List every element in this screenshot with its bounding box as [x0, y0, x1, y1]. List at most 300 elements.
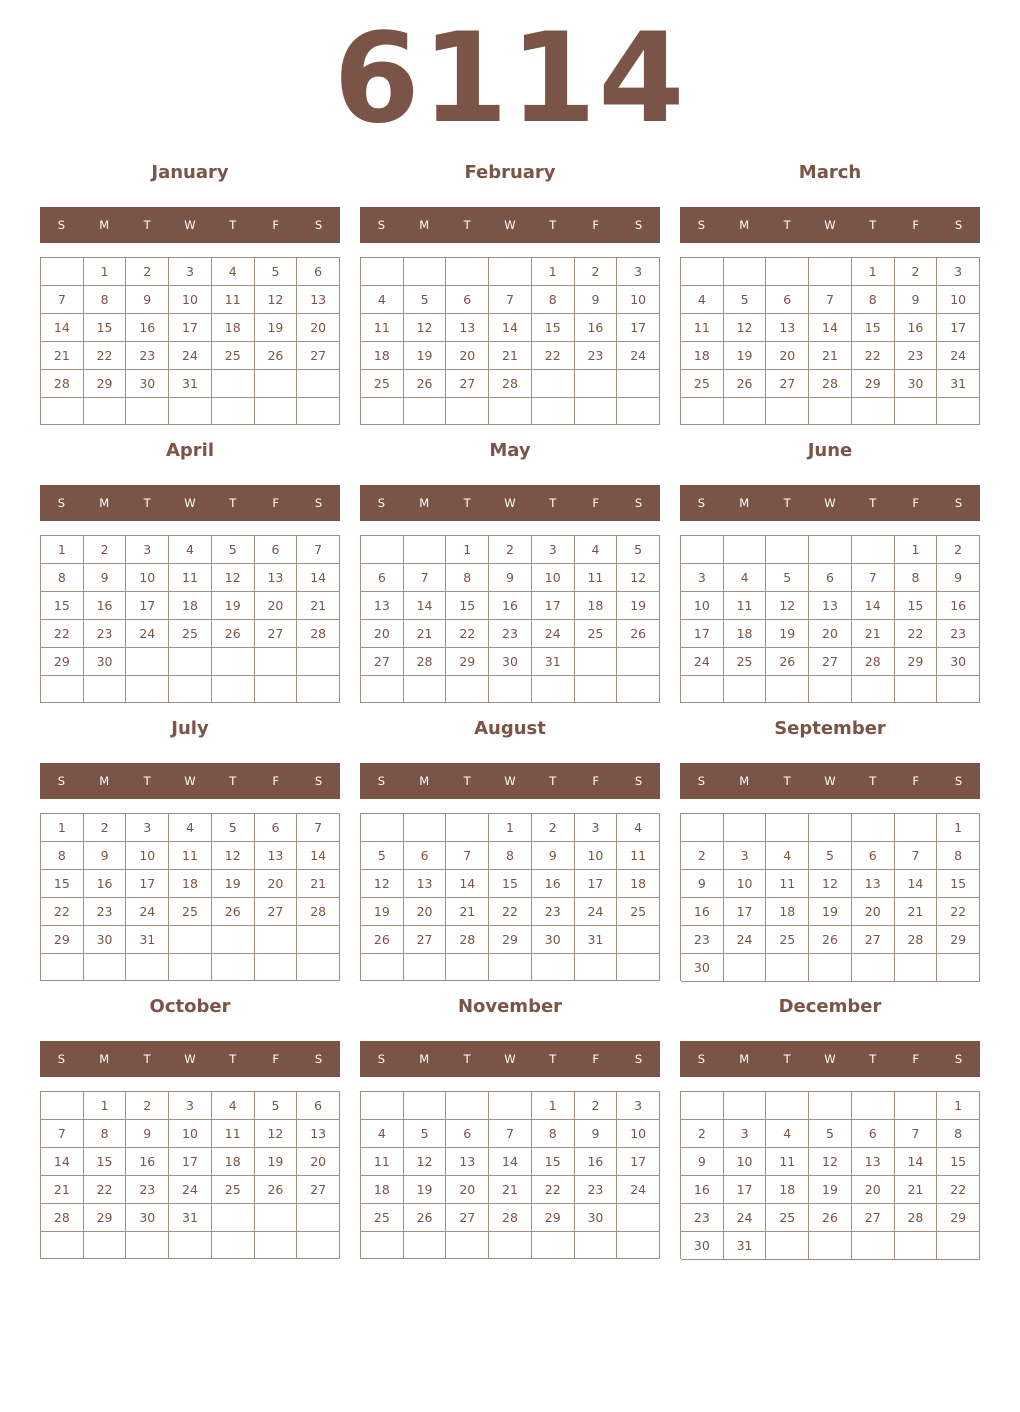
weekday-label: W: [824, 774, 836, 788]
day-cell: 22: [41, 620, 84, 648]
day-cell: 19: [255, 314, 298, 342]
empty-day-cell: [84, 1232, 127, 1259]
day-cell: 12: [212, 842, 255, 870]
empty-day-cell: [169, 926, 212, 954]
day-cell: 1: [895, 536, 938, 564]
weekday-label: S: [697, 1052, 706, 1066]
day-cell: 7: [297, 536, 340, 564]
weekday-label: F: [272, 774, 279, 788]
empty-day-cell: [212, 926, 255, 954]
empty-day-cell: [255, 648, 298, 676]
day-grid: [360, 257, 660, 425]
day-cell: 11: [169, 564, 212, 592]
empty-day-cell: [724, 536, 767, 564]
day-cell: 18: [212, 314, 255, 342]
day-cell: 10: [126, 564, 169, 592]
empty-day-cell: [297, 398, 340, 425]
day-cell: 13: [809, 592, 852, 620]
day-cell: 16: [126, 1148, 169, 1176]
day-cell: 19: [404, 342, 447, 370]
day-cell: 15: [41, 870, 84, 898]
day-cell: 6: [809, 564, 852, 592]
empty-day-cell: [532, 1232, 575, 1259]
day-cell: 1: [532, 258, 575, 286]
empty-day-cell: [724, 398, 767, 425]
month-name: September: [774, 718, 886, 739]
weekday-header: [680, 207, 980, 243]
day-cell: 29: [41, 648, 84, 676]
day-cell: 14: [41, 314, 84, 342]
day-cell: 25: [169, 898, 212, 926]
empty-day-cell: [617, 926, 660, 954]
weekday-label: S: [697, 496, 706, 510]
empty-day-cell: [404, 676, 447, 703]
empty-day-cell: [575, 648, 618, 676]
day-cell: 9: [489, 564, 532, 592]
day-cell: 8: [532, 1120, 575, 1148]
empty-day-cell: [809, 814, 852, 842]
weekday-header: [360, 485, 660, 521]
empty-day-cell: [41, 258, 84, 286]
day-cell: 6: [297, 1092, 340, 1120]
day-cell: 23: [126, 342, 169, 370]
day-cell: 31: [532, 648, 575, 676]
day-cell: 4: [724, 564, 767, 592]
day-cell: 4: [169, 814, 212, 842]
day-cell: 7: [895, 1120, 938, 1148]
day-cell: 17: [126, 870, 169, 898]
weekday-label: F: [912, 496, 919, 510]
empty-day-cell: [297, 370, 340, 398]
day-cell: 1: [41, 814, 84, 842]
weekday-label: T: [783, 496, 791, 510]
day-cell: 21: [41, 342, 84, 370]
day-cell: 19: [809, 898, 852, 926]
day-cell: 22: [532, 342, 575, 370]
empty-day-cell: [809, 398, 852, 425]
day-cell: 6: [852, 842, 895, 870]
day-cell: 11: [212, 286, 255, 314]
day-cell: 6: [404, 842, 447, 870]
day-cell: 14: [41, 1148, 84, 1176]
empty-day-cell: [852, 536, 895, 564]
day-cell: 20: [255, 870, 298, 898]
day-cell: 29: [937, 1204, 980, 1232]
empty-day-cell: [446, 676, 489, 703]
day-cell: 5: [404, 286, 447, 314]
weekday-label: S: [57, 774, 66, 788]
day-cell: 29: [446, 648, 489, 676]
day-cell: 28: [446, 926, 489, 954]
day-cell: 12: [724, 314, 767, 342]
day-cell: 31: [169, 1204, 212, 1232]
day-cell: 5: [361, 842, 404, 870]
weekday-label: W: [824, 1052, 836, 1066]
day-cell: 17: [617, 314, 660, 342]
day-cell: 10: [575, 842, 618, 870]
empty-day-cell: [446, 814, 489, 842]
empty-day-cell: [724, 954, 767, 982]
day-cell: 19: [404, 1176, 447, 1204]
empty-day-cell: [361, 954, 404, 981]
weekday-label: M: [99, 496, 110, 510]
empty-day-cell: [255, 1204, 298, 1232]
month-name: October: [149, 996, 231, 1017]
day-cell: 13: [361, 592, 404, 620]
empty-day-cell: [126, 398, 169, 425]
day-cell: 21: [297, 870, 340, 898]
day-cell: 7: [809, 286, 852, 314]
day-cell: 24: [681, 648, 724, 676]
day-cell: 22: [852, 342, 895, 370]
day-grid: [680, 257, 980, 425]
month-name: December: [778, 996, 882, 1017]
day-cell: 17: [169, 314, 212, 342]
day-cell: 5: [724, 286, 767, 314]
empty-day-cell: [169, 1232, 212, 1259]
day-cell: 28: [489, 1204, 532, 1232]
day-cell: 15: [895, 592, 938, 620]
day-cell: 26: [404, 370, 447, 398]
day-cell: 10: [617, 1120, 660, 1148]
day-cell: 26: [404, 1204, 447, 1232]
day-cell: 23: [937, 620, 980, 648]
day-cell: 10: [532, 564, 575, 592]
day-cell: 8: [937, 842, 980, 870]
weekday-header: [360, 763, 660, 799]
weekday-label: S: [697, 218, 706, 232]
day-cell: 17: [169, 1148, 212, 1176]
day-cell: 19: [212, 592, 255, 620]
empty-day-cell: [809, 536, 852, 564]
empty-day-cell: [489, 258, 532, 286]
weekday-label: S: [634, 496, 643, 510]
day-cell: 5: [766, 564, 809, 592]
weekday-label: F: [912, 218, 919, 232]
empty-day-cell: [766, 1092, 809, 1120]
day-grid: [360, 535, 660, 703]
weekday-header: [680, 485, 980, 521]
day-cell: 28: [297, 898, 340, 926]
empty-day-cell: [681, 1092, 724, 1120]
day-cell: 23: [84, 898, 127, 926]
empty-day-cell: [766, 258, 809, 286]
day-cell: 23: [681, 926, 724, 954]
empty-day-cell: [724, 676, 767, 703]
day-cell: 30: [681, 1232, 724, 1260]
weekday-header: [680, 1041, 980, 1077]
empty-day-cell: [575, 676, 618, 703]
day-cell: 6: [361, 564, 404, 592]
weekday-label: M: [99, 218, 110, 232]
empty-day-cell: [617, 676, 660, 703]
day-cell: 9: [895, 286, 938, 314]
day-cell: 26: [809, 1204, 852, 1232]
day-cell: 1: [489, 814, 532, 842]
empty-day-cell: [489, 954, 532, 981]
empty-day-cell: [361, 258, 404, 286]
weekday-label: S: [634, 218, 643, 232]
day-cell: 31: [126, 926, 169, 954]
empty-day-cell: [255, 370, 298, 398]
day-cell: 29: [895, 648, 938, 676]
day-cell: 25: [575, 620, 618, 648]
day-cell: 12: [809, 1148, 852, 1176]
empty-day-cell: [255, 676, 298, 703]
day-cell: 4: [617, 814, 660, 842]
empty-day-cell: [852, 1092, 895, 1120]
day-cell: 22: [489, 898, 532, 926]
day-cell: 23: [895, 342, 938, 370]
day-cell: 11: [766, 1148, 809, 1176]
day-cell: 18: [169, 592, 212, 620]
day-cell: 12: [255, 286, 298, 314]
day-cell: 18: [766, 1176, 809, 1204]
empty-day-cell: [255, 1232, 298, 1259]
empty-day-cell: [404, 1092, 447, 1120]
day-cell: 16: [84, 870, 127, 898]
day-cell: 13: [766, 314, 809, 342]
day-cell: 29: [489, 926, 532, 954]
empty-day-cell: [41, 1092, 84, 1120]
empty-day-cell: [895, 814, 938, 842]
empty-day-cell: [681, 814, 724, 842]
day-cell: 21: [446, 898, 489, 926]
empty-day-cell: [126, 1232, 169, 1259]
day-cell: 20: [446, 1176, 489, 1204]
day-cell: 15: [489, 870, 532, 898]
weekday-label: F: [272, 218, 279, 232]
day-cell: 18: [617, 870, 660, 898]
day-cell: 12: [617, 564, 660, 592]
day-cell: 27: [852, 1204, 895, 1232]
day-cell: 13: [404, 870, 447, 898]
day-cell: 24: [724, 1204, 767, 1232]
day-cell: 27: [404, 926, 447, 954]
day-cell: 29: [532, 1204, 575, 1232]
day-cell: 10: [681, 592, 724, 620]
day-cell: 11: [212, 1120, 255, 1148]
weekday-label: T: [869, 496, 877, 510]
day-cell: 3: [126, 814, 169, 842]
day-cell: 20: [255, 592, 298, 620]
day-cell: 11: [724, 592, 767, 620]
day-cell: 17: [681, 620, 724, 648]
day-cell: 7: [41, 1120, 84, 1148]
day-grid: [680, 813, 980, 981]
day-cell: 7: [297, 814, 340, 842]
weekday-label: W: [504, 1052, 516, 1066]
day-cell: 14: [489, 1148, 532, 1176]
day-cell: 22: [446, 620, 489, 648]
day-cell: 24: [724, 926, 767, 954]
empty-day-cell: [489, 676, 532, 703]
day-cell: 22: [84, 1176, 127, 1204]
day-cell: 29: [41, 926, 84, 954]
weekday-label: W: [504, 218, 516, 232]
empty-day-cell: [681, 258, 724, 286]
empty-day-cell: [404, 258, 447, 286]
day-cell: 8: [895, 564, 938, 592]
day-cell: 2: [895, 258, 938, 286]
day-cell: 2: [532, 814, 575, 842]
day-grid: [40, 535, 340, 703]
day-cell: 13: [852, 1148, 895, 1176]
weekday-label: M: [99, 774, 110, 788]
weekday-label: F: [592, 1052, 599, 1066]
empty-day-cell: [766, 954, 809, 982]
day-cell: 28: [895, 926, 938, 954]
day-cell: 4: [212, 258, 255, 286]
day-cell: 7: [895, 842, 938, 870]
empty-day-cell: [297, 1204, 340, 1232]
day-cell: 21: [895, 1176, 938, 1204]
day-cell: 24: [575, 898, 618, 926]
empty-day-cell: [724, 814, 767, 842]
day-cell: 18: [361, 1176, 404, 1204]
weekday-label: M: [99, 1052, 110, 1066]
day-cell: 2: [489, 536, 532, 564]
weekday-label: W: [184, 218, 196, 232]
day-cell: 3: [575, 814, 618, 842]
weekday-label: M: [739, 774, 750, 788]
day-cell: 24: [617, 1176, 660, 1204]
day-cell: 30: [937, 648, 980, 676]
day-cell: 26: [361, 926, 404, 954]
day-cell: 2: [126, 258, 169, 286]
day-cell: 3: [532, 536, 575, 564]
empty-day-cell: [169, 398, 212, 425]
empty-day-cell: [937, 1232, 980, 1260]
empty-day-cell: [446, 954, 489, 981]
day-cell: 16: [532, 870, 575, 898]
weekday-label: F: [592, 496, 599, 510]
weekday-label: W: [824, 218, 836, 232]
weekday-header: [680, 763, 980, 799]
empty-day-cell: [532, 370, 575, 398]
day-cell: 6: [852, 1120, 895, 1148]
day-cell: 1: [937, 814, 980, 842]
day-cell: 19: [617, 592, 660, 620]
weekday-label: T: [463, 218, 471, 232]
day-cell: 9: [681, 1148, 724, 1176]
day-cell: 16: [84, 592, 127, 620]
weekday-label: S: [634, 774, 643, 788]
day-cell: 17: [617, 1148, 660, 1176]
day-cell: 31: [575, 926, 618, 954]
day-cell: 9: [84, 842, 127, 870]
month-name: February: [464, 162, 556, 183]
day-cell: 9: [937, 564, 980, 592]
day-cell: 5: [617, 536, 660, 564]
day-cell: 6: [446, 1120, 489, 1148]
day-cell: 1: [852, 258, 895, 286]
day-cell: 21: [895, 898, 938, 926]
empty-day-cell: [681, 536, 724, 564]
day-cell: 25: [212, 342, 255, 370]
empty-day-cell: [212, 1204, 255, 1232]
day-cell: 2: [681, 1120, 724, 1148]
day-cell: 1: [446, 536, 489, 564]
day-cell: 24: [126, 620, 169, 648]
weekday-label: T: [143, 774, 151, 788]
day-cell: 3: [126, 536, 169, 564]
day-cell: 19: [724, 342, 767, 370]
day-cell: 28: [489, 370, 532, 398]
day-cell: 6: [255, 536, 298, 564]
day-cell: 28: [41, 370, 84, 398]
empty-day-cell: [212, 676, 255, 703]
empty-day-cell: [766, 1232, 809, 1260]
day-cell: 2: [681, 842, 724, 870]
day-cell: 8: [489, 842, 532, 870]
day-cell: 19: [212, 870, 255, 898]
weekday-header: [360, 1041, 660, 1077]
day-cell: 9: [126, 1120, 169, 1148]
weekday-label: F: [272, 1052, 279, 1066]
empty-day-cell: [681, 398, 724, 425]
weekday-header: [40, 207, 340, 243]
empty-day-cell: [895, 676, 938, 703]
empty-day-cell: [255, 926, 298, 954]
weekday-label: W: [504, 774, 516, 788]
day-cell: 18: [169, 870, 212, 898]
day-cell: 28: [297, 620, 340, 648]
empty-day-cell: [84, 676, 127, 703]
day-cell: 3: [937, 258, 980, 286]
day-cell: 24: [617, 342, 660, 370]
day-cell: 28: [41, 1204, 84, 1232]
day-cell: 25: [766, 926, 809, 954]
day-cell: 6: [766, 286, 809, 314]
day-cell: 24: [532, 620, 575, 648]
day-cell: 5: [404, 1120, 447, 1148]
day-cell: 4: [361, 286, 404, 314]
day-cell: 27: [852, 926, 895, 954]
day-cell: 30: [84, 926, 127, 954]
empty-day-cell: [361, 1232, 404, 1259]
day-cell: 15: [852, 314, 895, 342]
weekday-label: T: [229, 1052, 237, 1066]
weekday-label: M: [739, 496, 750, 510]
day-cell: 13: [255, 564, 298, 592]
empty-day-cell: [212, 954, 255, 981]
empty-day-cell: [212, 648, 255, 676]
day-cell: 22: [532, 1176, 575, 1204]
weekday-label: S: [314, 218, 323, 232]
weekday-label: T: [463, 496, 471, 510]
empty-day-cell: [169, 648, 212, 676]
day-cell: 2: [575, 258, 618, 286]
day-cell: 30: [84, 648, 127, 676]
day-cell: 4: [169, 536, 212, 564]
day-cell: 5: [809, 842, 852, 870]
day-cell: 15: [937, 870, 980, 898]
day-cell: 19: [766, 620, 809, 648]
day-cell: 10: [169, 286, 212, 314]
weekday-label: S: [697, 774, 706, 788]
day-cell: 8: [532, 286, 575, 314]
empty-day-cell: [895, 398, 938, 425]
empty-day-cell: [361, 536, 404, 564]
day-cell: 15: [532, 1148, 575, 1176]
day-cell: 30: [126, 370, 169, 398]
day-cell: 23: [489, 620, 532, 648]
empty-day-cell: [297, 648, 340, 676]
weekday-label: M: [419, 1052, 430, 1066]
empty-day-cell: [361, 1092, 404, 1120]
day-cell: 19: [809, 1176, 852, 1204]
